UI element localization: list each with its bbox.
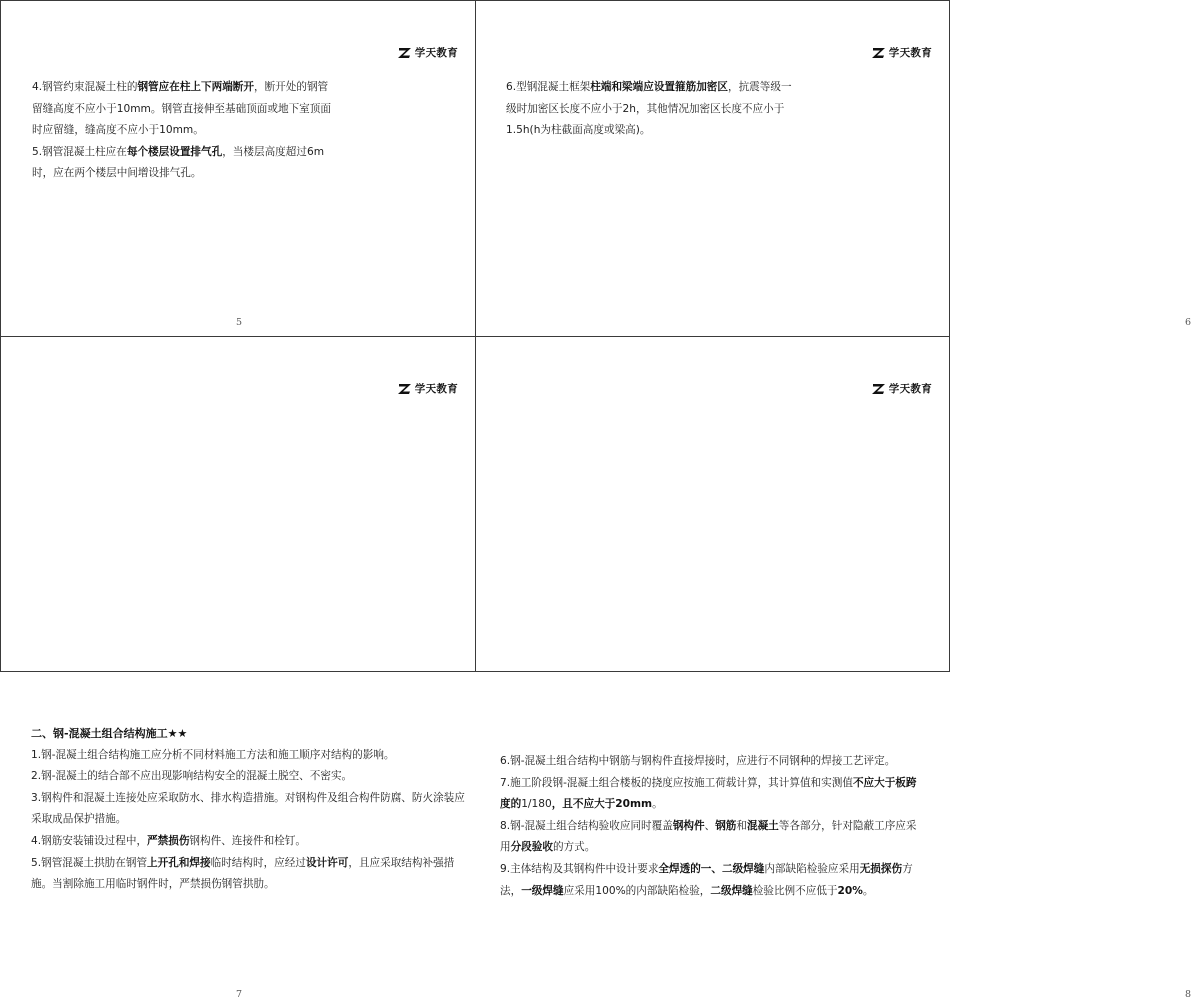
- body-text: 8.钢-混凝土组合结构验收应同时覆盖: [500, 819, 673, 832]
- emphasis-text: 钢筋: [715, 819, 737, 832]
- page-content: [506, 77, 796, 142]
- body-text: 钢构件、连接件和栓钉。: [189, 834, 306, 847]
- emphasis-text: 设计许可: [305, 856, 349, 869]
- emphasis-text: 一级焊缝: [521, 884, 564, 897]
- body-text: 9.主体结构及其钢构件中设计要求: [500, 862, 659, 875]
- page-content: [31, 723, 475, 896]
- brand-logo: [872, 381, 932, 396]
- section-heading: 二、钢-混凝土组合结构施工★★: [31, 727, 188, 740]
- body-text: ，且应采取结构补强措施。当割除施工用临时钢件时，严禁损伤钢管拱肋。: [31, 856, 455, 891]
- brand-logo: [398, 45, 458, 60]
- body-text: 7.施工阶段钢-混凝土组合楼板的挠度应按施工荷载计算，其计算值和实测值: [500, 776, 853, 789]
- body-text: 内部缺陷检验应采用: [764, 862, 860, 875]
- body-text: ，当楼层高度超过6m时，应在两个楼层中间增设排气孔。: [32, 145, 325, 180]
- body-text: 6.型钢混凝土框架: [506, 81, 591, 93]
- body-text: 应采用100%的内部缺陷检验，: [563, 884, 711, 897]
- logo-text: 学天教育: [888, 47, 932, 59]
- body-text: 临时结构时，应经过: [210, 856, 306, 869]
- body-text: 4.钢管约束混凝土柱的: [32, 81, 138, 93]
- z-logo-icon: [872, 383, 886, 395]
- brand-logo: [398, 381, 458, 396]
- body-text: 5.钢管混凝土柱应在: [32, 145, 127, 158]
- emphasis-text: 20%: [837, 884, 863, 897]
- list-item: [32, 77, 332, 142]
- page-8: [475, 336, 1191, 1000]
- emphasis-text: 严禁损伤: [147, 834, 190, 847]
- page-number: 5: [236, 317, 243, 328]
- list-item: [500, 751, 925, 773]
- list-item: [500, 816, 925, 859]
- page-5: [0, 0, 476, 337]
- list-item: [506, 77, 796, 142]
- body-text: 1/180: [521, 798, 552, 811]
- logo-text: 学天教育: [414, 383, 458, 395]
- page-number: 8: [1185, 989, 1191, 1000]
- emphasis-text: 无损探伤: [859, 862, 903, 875]
- body-text: 等各部分，针对隐蔽工序应采用: [500, 819, 917, 854]
- page-number: 7: [236, 989, 243, 1000]
- emphasis-text: 钢管应在柱上下两端断开: [137, 81, 254, 93]
- body-text: 3.钢构件和混凝土连接处应采取防水、排水构造措施。对钢构件及组合构件防腐、防火涂装应采取成品保护措施。: [31, 791, 465, 826]
- body-text: 的方式。: [552, 841, 596, 854]
- emphasis-text: 不应大于板跨度的: [500, 776, 917, 811]
- brand-logo: [872, 45, 932, 60]
- z-logo-icon: [398, 383, 412, 395]
- list-item: [31, 745, 475, 767]
- star-rating: ★★: [167, 727, 188, 740]
- list-item: [31, 831, 475, 853]
- page-number: 6: [1185, 317, 1191, 328]
- body-text: ，抗震等级一级时加密区长度不应小于2h，其他情况加密区长度不应小于1.5h(h为柱截面高度或梁高)。: [506, 81, 792, 137]
- page-content: [500, 751, 925, 902]
- list-item: [500, 859, 925, 902]
- list-item: [31, 788, 475, 831]
- body-text: ，断开处的钢管留缝高度不应小于10mm。钢管直接伸至基础顶面或地下室顶面时应留缝，缝高度不应小于10mm。: [32, 81, 331, 137]
- body-text: 1.钢-混凝土组合结构施工应分析不同材料施工方法和施工顺序对结构的影响。: [31, 748, 395, 761]
- list-item: [32, 142, 332, 185]
- z-logo-icon: [872, 47, 886, 59]
- emphasis-text: 20mm: [615, 798, 653, 811]
- emphasis-text: 二级焊缝: [710, 884, 753, 897]
- body-text: 、: [704, 819, 716, 832]
- body-text: 。: [862, 884, 874, 897]
- emphasis-text: 分段验收: [510, 841, 553, 854]
- body-text: 2.钢-混凝土的结合部不应出现影响结构安全的混凝土脱空、不密实。: [31, 770, 353, 783]
- emphasis-text: 全焊透的一、二级焊缝: [658, 862, 765, 875]
- logo-text: 学天教育: [414, 47, 458, 59]
- list-item: [31, 766, 475, 788]
- body-text: 6.钢-混凝土组合结构中钢筋与钢构件直接焊接时，应进行不同钢种的焊接工艺评定。: [500, 755, 896, 767]
- page-7: [0, 336, 476, 1000]
- logo-text: 学天教育: [888, 383, 932, 395]
- emphasis-text: 上开孔和焊接: [147, 856, 211, 869]
- body-text: 5.钢管混凝土拱肋在钢管: [31, 856, 148, 869]
- z-logo-icon: [398, 47, 412, 59]
- body-text: 和: [736, 819, 747, 832]
- emphasis-text: 每个楼层设置排气孔: [126, 145, 223, 158]
- body-text: 方法，: [500, 862, 913, 897]
- list-item: [500, 773, 925, 816]
- page-content: [32, 77, 332, 185]
- body-text: 检验比例不应低于: [752, 884, 838, 897]
- list-item: [31, 853, 475, 896]
- body-text: 4.钢筋安装铺设过程中，: [31, 834, 148, 847]
- emphasis-text: 柱端和梁端应设置箍筋加密区: [590, 81, 728, 93]
- page-6: [475, 0, 1191, 337]
- emphasis-text: ，且不应大于: [551, 798, 616, 811]
- emphasis-text: 混凝土: [747, 819, 779, 832]
- emphasis-text: 钢构件: [672, 819, 705, 832]
- body-text: 。: [652, 798, 663, 811]
